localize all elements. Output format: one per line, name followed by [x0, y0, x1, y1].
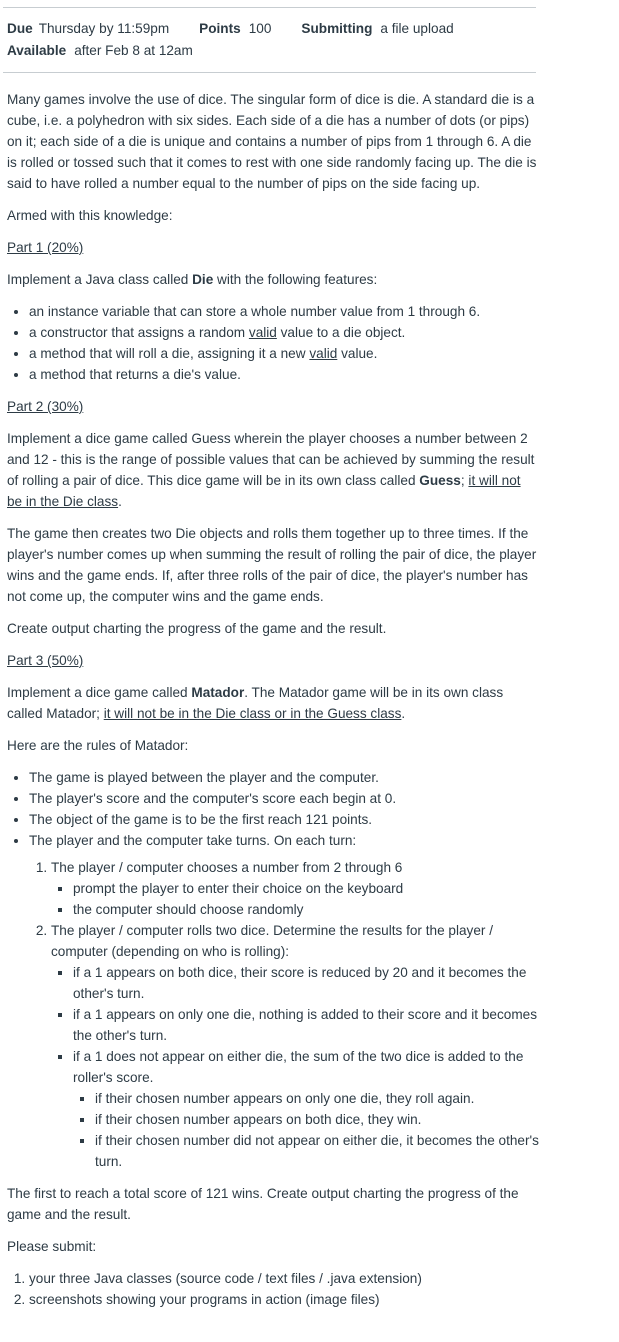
- part2-paragraph-1: Implement a dice game called Guess wherein the player chooses a number between 2 and 12 - this is the range of possible values that can be achieved by summing the result of rolling a pair of dice. This dice game will be in its own class called Guess; it will not be in the Die class.: [7, 431, 535, 509]
- list-item: 2. screenshots showing your programs in action (image files): [29, 1289, 539, 1310]
- details-divider: [3, 72, 536, 73]
- submission-type: Submitting a file upload: [301, 21, 454, 36]
- rules-list: [7, 767, 539, 851]
- intro-paragraph: Many games involve the use of dice. The singular form of dice is die. A standard die is a cube, i.e. a polyhedron with six sides. Each side of a die has a number of dots (or pips) on it; each side of a die is unique and contains a number of pips from 1 through 6. A die is rolled or tossed such that it comes to rest with one side randomly facing up. The die is said to have rolled a number equal to the number of pips on the side facing up.: [7, 92, 537, 191]
- armed-paragraph: Armed with this knowledge:: [7, 208, 173, 223]
- list-item: ▪ if a 1 appears on both dice, their score is reduced by 20 and it becomes the other's turn.: [73, 962, 539, 1004]
- list-item: 1. The player / computer chooses a number from 2 through 6 ▪ prompt the player to enter their choice on the keyboard ▪ the computer should choose randomly: [51, 857, 539, 920]
- list-item: • The player's score and the computer's score each begin at 0.: [29, 788, 539, 809]
- submit-intro: Please submit:: [7, 1239, 97, 1254]
- part2-heading: Part 2 (30%): [7, 399, 84, 414]
- list-item: ▪ if a 1 does not appear on either die, the sum of the two dice is added to the roller's score. ▪ if their chosen number appears on only one die, they roll again. ▪ if their chosen number appears on both dice, they win. ▪ if their chosen number did not appear on either die, it becomes the other's turn.: [73, 1046, 539, 1172]
- list-item: ▪ if a 1 appears on only one die, nothing is added to their score and it becomes the other's turn.: [73, 1004, 539, 1046]
- list-item: • The player and the computer take turns. On each turn:: [29, 830, 539, 851]
- list-item: • a constructor that assigns a random valid value to a die object.: [29, 322, 539, 343]
- details-row-2: [7, 40, 537, 62]
- list-item: • The game is played between the player and the computer.: [29, 767, 539, 788]
- top-divider: [3, 7, 536, 8]
- list-item: • an instance variable that can store a whole number value from 1 through 6.: [29, 301, 539, 322]
- list-item: ▪ if their chosen number appears on both dice, they win.: [95, 1109, 539, 1130]
- step1-sublist: [51, 878, 539, 920]
- list-item: • The object of the game is to be the first reach 121 points.: [29, 809, 539, 830]
- part1-features-list: [7, 301, 539, 385]
- part3-paragraph-1: Implement a dice game called Matador. The Matador game will be in its own class called Matador; it will not be in the Die class or in the Guess class.: [7, 685, 504, 721]
- turn-steps-list: [7, 857, 539, 1172]
- part2-paragraph-3: Create output charting the progress of the game and the result.: [7, 621, 387, 636]
- list-item: ▪ prompt the player to enter their choice on the keyboard: [73, 878, 539, 899]
- details-row-1: [7, 18, 537, 40]
- part3-heading: Part 3 (50%): [7, 653, 84, 668]
- assignment-description: [7, 89, 539, 1310]
- list-item: ▪ the computer should choose randomly: [73, 899, 539, 920]
- list-item: 1. your three Java classes (source code / text files / .java extension): [29, 1268, 539, 1289]
- assignment-details: [7, 18, 537, 62]
- submit-list: [7, 1268, 539, 1310]
- list-item: • a method that will roll a die, assigning it a new valid value.: [29, 343, 539, 364]
- step2-nested-sublist: [73, 1088, 539, 1172]
- list-item: • a method that returns a die's value.: [29, 364, 539, 385]
- list-item: 2. The player / computer rolls two dice. Determine the results for the player / computer (depending on who is rolling): ▪ if a 1 appears on both dice, their score is reduced by 20 and it becomes the other's turn. ▪ if a 1 appears on only one die, nothing is added to their score and it becomes the other's turn. ▪ if a 1 does not appear on either die, the sum of the two dice is added to the roller's score. ▪ if their chosen number appears on only one die, they roll again. ▪ if their chosen number appears on both dice, they win. ▪ if their chosen number did not appear on either die, it becomes the other's turn.: [51, 920, 539, 1172]
- points: Points 100: [199, 21, 272, 36]
- list-item: ▪ if their chosen number appears on only one die, they roll again.: [95, 1088, 539, 1109]
- due-date: Due Thursday by 11:59pm: [7, 21, 170, 36]
- availability: Available after Feb 8 at 12am: [7, 43, 193, 58]
- step2-sublist: [51, 962, 539, 1172]
- part1-lead: Implement a Java class called Die with the following features:: [7, 272, 378, 287]
- part1-heading: Part 1 (20%): [7, 240, 84, 255]
- list-item: ▪ if their chosen number did not appear on either die, it becomes the other's turn.: [95, 1130, 539, 1172]
- part2-paragraph-2: The game then creates two Die objects and rolls them together up to three times. If the player's number comes up when summing the result of rolling the pair of dice, the player wins and the game ends. If, after three rolls of the pair of dice, the player's number has not come up, the computer wins and the game ends.: [7, 526, 537, 604]
- rules-intro: Here are the rules of Matador:: [7, 738, 189, 753]
- closing-paragraph: The first to reach a total score of 121 wins. Create output charting the progress of the game and the result.: [7, 1186, 519, 1222]
